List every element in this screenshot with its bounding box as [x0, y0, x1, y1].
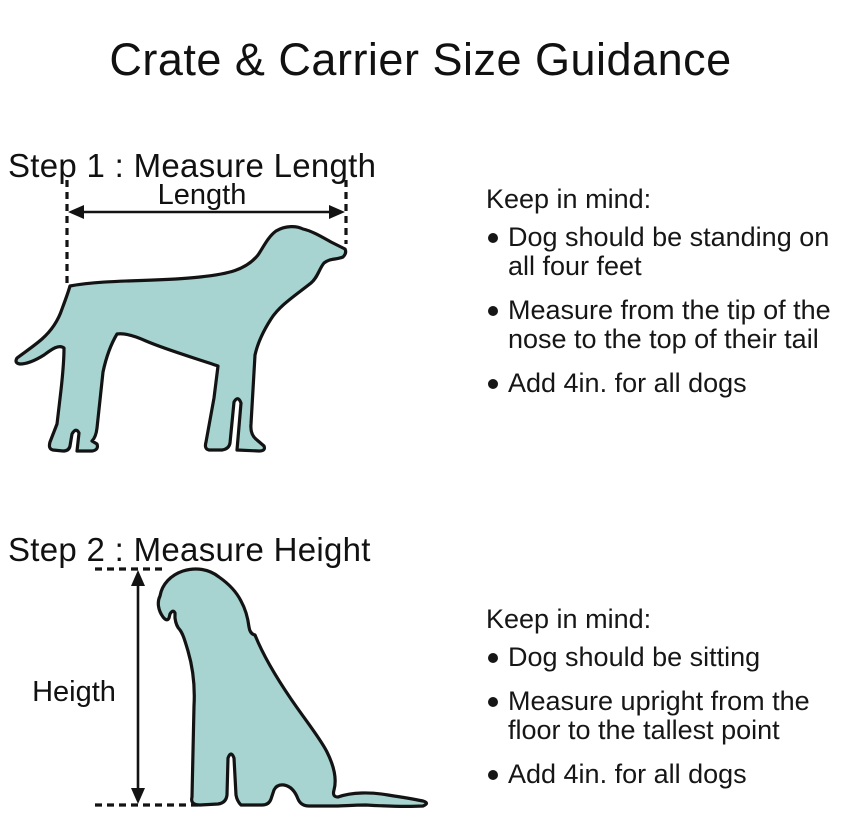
bullet-dot-icon	[488, 306, 498, 316]
bullet-dot-icon	[488, 233, 498, 243]
bullet-text: Add 4in. for all dogs	[508, 759, 747, 789]
bullet-dot-icon	[488, 653, 498, 663]
height-arrowhead-top-icon	[131, 570, 145, 586]
list-item	[486, 296, 838, 354]
bullet-text: Measure from the tip of the nose to the top of their tail	[508, 295, 831, 354]
bullet-dot-icon	[488, 379, 498, 389]
list-item	[486, 687, 838, 745]
bullet-dot-icon	[488, 697, 498, 707]
step1-notes	[486, 184, 838, 413]
length-arrowhead-right-icon	[329, 205, 345, 219]
step1-bullet-list	[486, 223, 838, 398]
bullet-text: Dog should be standing on all four feet	[508, 222, 830, 281]
height-label: Heigth	[32, 676, 116, 708]
step2-bullet-list	[486, 643, 838, 789]
list-item	[486, 223, 838, 281]
step2-diagram	[0, 555, 460, 818]
bullet-dot-icon	[488, 770, 498, 780]
bullet-text: Dog should be sitting	[508, 642, 761, 672]
bullet-text: Measure upright from the floor to the tallest point	[508, 686, 810, 745]
length-label: Length	[157, 179, 247, 211]
sitting-dog-silhouette	[158, 569, 426, 806]
height-arrowhead-bottom-icon	[131, 788, 145, 804]
step1-heading: Step 1 : Measure Length	[8, 147, 377, 185]
step1-keep-in-mind: Keep in mind:	[486, 184, 652, 214]
step2-notes	[486, 604, 838, 804]
page-title: Crate & Carrier Size Guidance	[109, 34, 732, 86]
length-arrowhead-left-icon	[68, 205, 84, 219]
list-item	[486, 760, 838, 789]
step2-heading: Step 2 : Measure Height	[8, 531, 371, 569]
standing-dog-silhouette	[16, 227, 346, 451]
bullet-text: Add 4in. for all dogs	[508, 368, 747, 398]
step1-diagram	[0, 170, 430, 460]
step2-keep-in-mind: Keep in mind:	[486, 604, 652, 634]
list-item	[486, 643, 838, 672]
list-item	[486, 369, 838, 398]
